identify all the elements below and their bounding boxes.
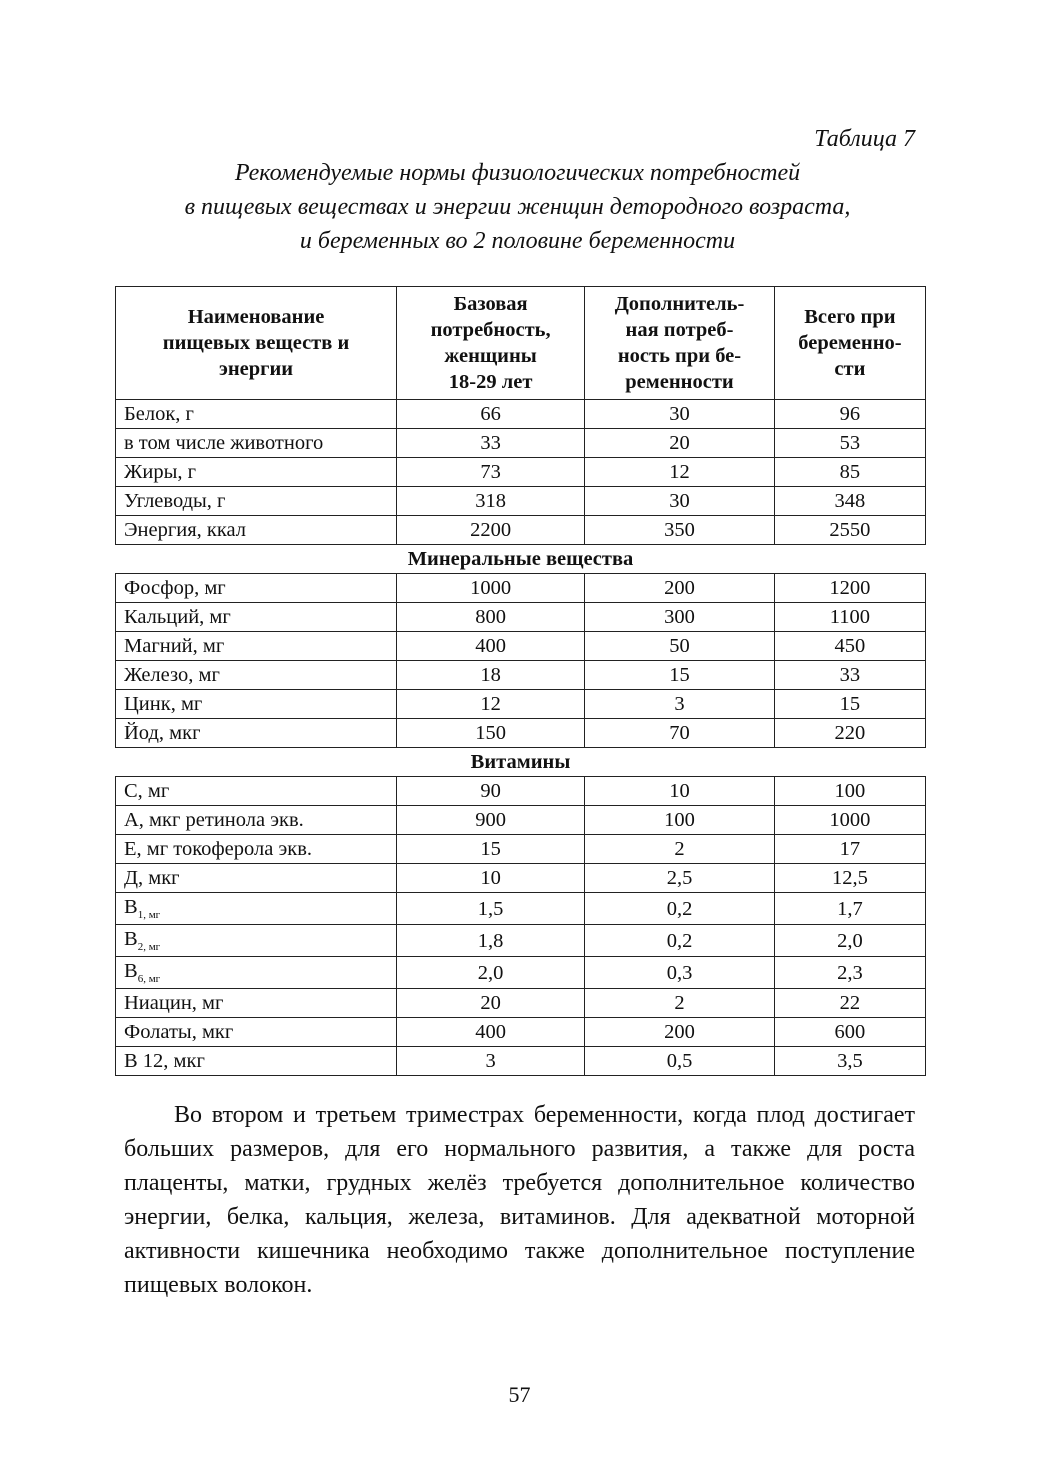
total-need-cell: 1200 <box>774 574 925 603</box>
nutrient-name-cell <box>116 516 397 545</box>
section-title: Витамины <box>116 748 926 777</box>
nutrient-name: Энергия, ккал <box>124 519 247 541</box>
nutrient-name: Кальций, мг <box>124 606 231 628</box>
table-caption <box>120 122 915 258</box>
total-need-cell: 3,5 <box>774 1047 925 1076</box>
table-row <box>116 574 926 603</box>
nutrient-name: Магний, мг <box>124 635 225 657</box>
additional-need-cell: 3 <box>585 690 775 719</box>
nutrient-name-cell <box>116 719 397 748</box>
table-row <box>116 458 926 487</box>
nutrient-name: Белок, г <box>124 403 194 425</box>
additional-need-cell: 2 <box>585 835 775 864</box>
base-need-cell: 18 <box>397 661 585 690</box>
nutrient-name-cell <box>116 925 397 957</box>
table-header-row <box>116 287 926 400</box>
nutrient-name: В 12, мкг <box>124 1050 205 1072</box>
nutrient-name-cell <box>116 429 397 458</box>
table-row <box>116 806 926 835</box>
table-row <box>116 487 926 516</box>
base-need-cell: 1,5 <box>397 893 585 925</box>
nutrition-table <box>115 286 926 1076</box>
header-line: сти <box>834 358 866 380</box>
header-line: ность при бе- <box>617 345 742 367</box>
table-row <box>116 516 926 545</box>
table-number: Таблица 7 <box>814 126 915 152</box>
base-need-cell: 12 <box>397 690 585 719</box>
total-need-cell: 22 <box>774 989 925 1018</box>
base-need-cell: 400 <box>397 632 585 661</box>
table-row <box>116 989 926 1018</box>
additional-need-cell: 2,5 <box>585 864 775 893</box>
total-need-cell: 450 <box>774 632 925 661</box>
additional-need-cell: 0,5 <box>585 1047 775 1076</box>
table-body <box>116 400 926 1076</box>
table-row <box>116 957 926 989</box>
nutrient-unit-subscript: 2, мг <box>137 941 161 953</box>
table-row <box>116 632 926 661</box>
nutrient-name-cell <box>116 864 397 893</box>
total-need-cell: 2,0 <box>774 925 925 957</box>
base-need-cell: 900 <box>397 806 585 835</box>
header-base-need <box>397 287 585 400</box>
nutrient-name: В <box>124 928 138 950</box>
nutrient-name-cell <box>116 458 397 487</box>
total-need-cell: 85 <box>774 458 925 487</box>
table-row <box>116 719 926 748</box>
header-line: 18-29 лет <box>448 371 533 393</box>
nutrient-name-cell <box>116 487 397 516</box>
table-title-line-1: Рекомендуемые нормы физиологических потребностей <box>234 160 801 186</box>
table-row <box>116 893 926 925</box>
table-row <box>116 835 926 864</box>
table-row <box>116 661 926 690</box>
additional-need-cell: 15 <box>585 661 775 690</box>
table-title-line-2: в пищевых веществах и энергии женщин детородного возраста, <box>184 194 851 220</box>
nutrient-name-cell <box>116 603 397 632</box>
additional-need-cell: 300 <box>585 603 775 632</box>
table-title-line-3: и беременных во 2 половине беременности <box>299 228 736 254</box>
base-need-cell: 2200 <box>397 516 585 545</box>
nutrient-name-cell <box>116 661 397 690</box>
total-need-cell: 12,5 <box>774 864 925 893</box>
table-row <box>116 1047 926 1076</box>
base-need-cell: 800 <box>397 603 585 632</box>
header-line: Всего при <box>804 306 896 328</box>
table-row <box>116 777 926 806</box>
additional-need-cell: 70 <box>585 719 775 748</box>
nutrient-name: Е, мг токоферола экв. <box>124 838 313 860</box>
header-total-pregnancy <box>774 287 925 400</box>
nutrient-name: в том числе животного <box>124 432 324 454</box>
total-need-cell: 53 <box>774 429 925 458</box>
paragraph-text: Во втором и третьем триместрах беременности, когда плод достигает больших размеров, для его нормального развития, а также для роста плаценты, матки, грудных желёз требуется дополнительное количество энергии, белка, кальция, железа, витаминов. Для адекватной моторной активности кишечника необходимо также дополнительное поступление пищевых волокон. <box>124 1102 915 1298</box>
nutrient-name: Фосфор, мг <box>124 577 226 599</box>
base-need-cell: 73 <box>397 458 585 487</box>
total-need-cell: 33 <box>774 661 925 690</box>
header-line: Наименование <box>187 306 325 328</box>
base-need-cell: 90 <box>397 777 585 806</box>
table-row <box>116 429 926 458</box>
header-line: пищевых веществ и <box>162 332 350 354</box>
additional-need-cell: 50 <box>585 632 775 661</box>
total-need-cell: 348 <box>774 487 925 516</box>
additional-need-cell: 12 <box>585 458 775 487</box>
nutrient-name: Углеводы, г <box>124 490 226 512</box>
base-need-cell: 2,0 <box>397 957 585 989</box>
additional-need-cell: 200 <box>585 1018 775 1047</box>
base-need-cell: 318 <box>397 487 585 516</box>
additional-need-cell: 20 <box>585 429 775 458</box>
total-need-cell: 2550 <box>774 516 925 545</box>
additional-need-cell: 0,2 <box>585 893 775 925</box>
nutrient-name-cell <box>116 806 397 835</box>
total-need-cell: 220 <box>774 719 925 748</box>
base-need-cell: 1000 <box>397 574 585 603</box>
total-need-cell: 1100 <box>774 603 925 632</box>
nutrient-name: Фолаты, мкг <box>124 1021 234 1043</box>
nutrient-name-cell <box>116 632 397 661</box>
nutrient-name-cell <box>116 1018 397 1047</box>
table-row <box>116 690 926 719</box>
page-number: 57 <box>508 1382 531 1407</box>
header-nutrient-name <box>116 287 397 400</box>
table-row <box>116 603 926 632</box>
header-line: ная потреб- <box>625 319 734 341</box>
base-need-cell: 150 <box>397 719 585 748</box>
additional-need-cell: 100 <box>585 806 775 835</box>
nutrient-name: Цинк, мг <box>124 693 203 715</box>
base-need-cell: 66 <box>397 400 585 429</box>
base-need-cell: 20 <box>397 989 585 1018</box>
additional-need-cell: 0,3 <box>585 957 775 989</box>
nutrient-name-cell <box>116 893 397 925</box>
total-need-cell: 17 <box>774 835 925 864</box>
header-line: Дополнитель- <box>614 293 745 315</box>
nutrient-name: С, мг <box>124 780 170 802</box>
total-need-cell: 1000 <box>774 806 925 835</box>
additional-need-cell: 2 <box>585 989 775 1018</box>
table-row <box>116 400 926 429</box>
header-line: ременности <box>625 371 734 393</box>
nutrient-name-cell <box>116 777 397 806</box>
base-need-cell: 3 <box>397 1047 585 1076</box>
nutrient-name: Жиры, г <box>124 461 197 483</box>
additional-need-cell: 200 <box>585 574 775 603</box>
base-need-cell: 10 <box>397 864 585 893</box>
nutrient-name-cell <box>116 957 397 989</box>
nutrient-name: Ниацин, мг <box>124 992 224 1014</box>
total-need-cell: 15 <box>774 690 925 719</box>
additional-need-cell: 30 <box>585 487 775 516</box>
nutrient-name: В <box>124 960 138 982</box>
header-line: женщины <box>444 345 537 367</box>
total-need-cell: 2,3 <box>774 957 925 989</box>
additional-need-cell: 30 <box>585 400 775 429</box>
header-line: энергии <box>218 358 294 380</box>
base-need-cell: 400 <box>397 1018 585 1047</box>
header-line: потребность, <box>430 319 551 341</box>
nutrient-name: Д, мкг <box>124 867 180 889</box>
total-need-cell: 100 <box>774 777 925 806</box>
nutrient-unit-subscript: 1, мг <box>137 909 161 921</box>
header-line: Базовая <box>453 293 528 315</box>
header-line: беременно- <box>798 332 902 354</box>
body-paragraph <box>124 1098 915 1302</box>
nutrient-name-cell <box>116 989 397 1018</box>
nutrient-name: В <box>124 896 138 918</box>
section-header-row <box>116 748 926 777</box>
nutrient-name-cell <box>116 1047 397 1076</box>
additional-need-cell: 350 <box>585 516 775 545</box>
nutrient-name: Йод, мкг <box>124 722 201 744</box>
table-row <box>116 1018 926 1047</box>
base-need-cell: 15 <box>397 835 585 864</box>
nutrient-name-cell <box>116 690 397 719</box>
total-need-cell: 1,7 <box>774 893 925 925</box>
additional-need-cell: 10 <box>585 777 775 806</box>
table-row <box>116 925 926 957</box>
nutrient-name-cell <box>116 400 397 429</box>
additional-need-cell: 0,2 <box>585 925 775 957</box>
nutrient-name-cell <box>116 574 397 603</box>
nutrient-name: А, мкг ретинола экв. <box>124 809 304 831</box>
base-need-cell: 33 <box>397 429 585 458</box>
total-need-cell: 600 <box>774 1018 925 1047</box>
nutrient-name-cell <box>116 835 397 864</box>
nutrient-unit-subscript: 6, мг <box>137 973 161 985</box>
nutrient-name: Железо, мг <box>124 664 220 686</box>
base-need-cell: 1,8 <box>397 925 585 957</box>
section-header-row <box>116 545 926 574</box>
header-additional-need <box>585 287 775 400</box>
table-row <box>116 864 926 893</box>
total-need-cell: 96 <box>774 400 925 429</box>
section-title: Минеральные вещества <box>116 545 926 574</box>
